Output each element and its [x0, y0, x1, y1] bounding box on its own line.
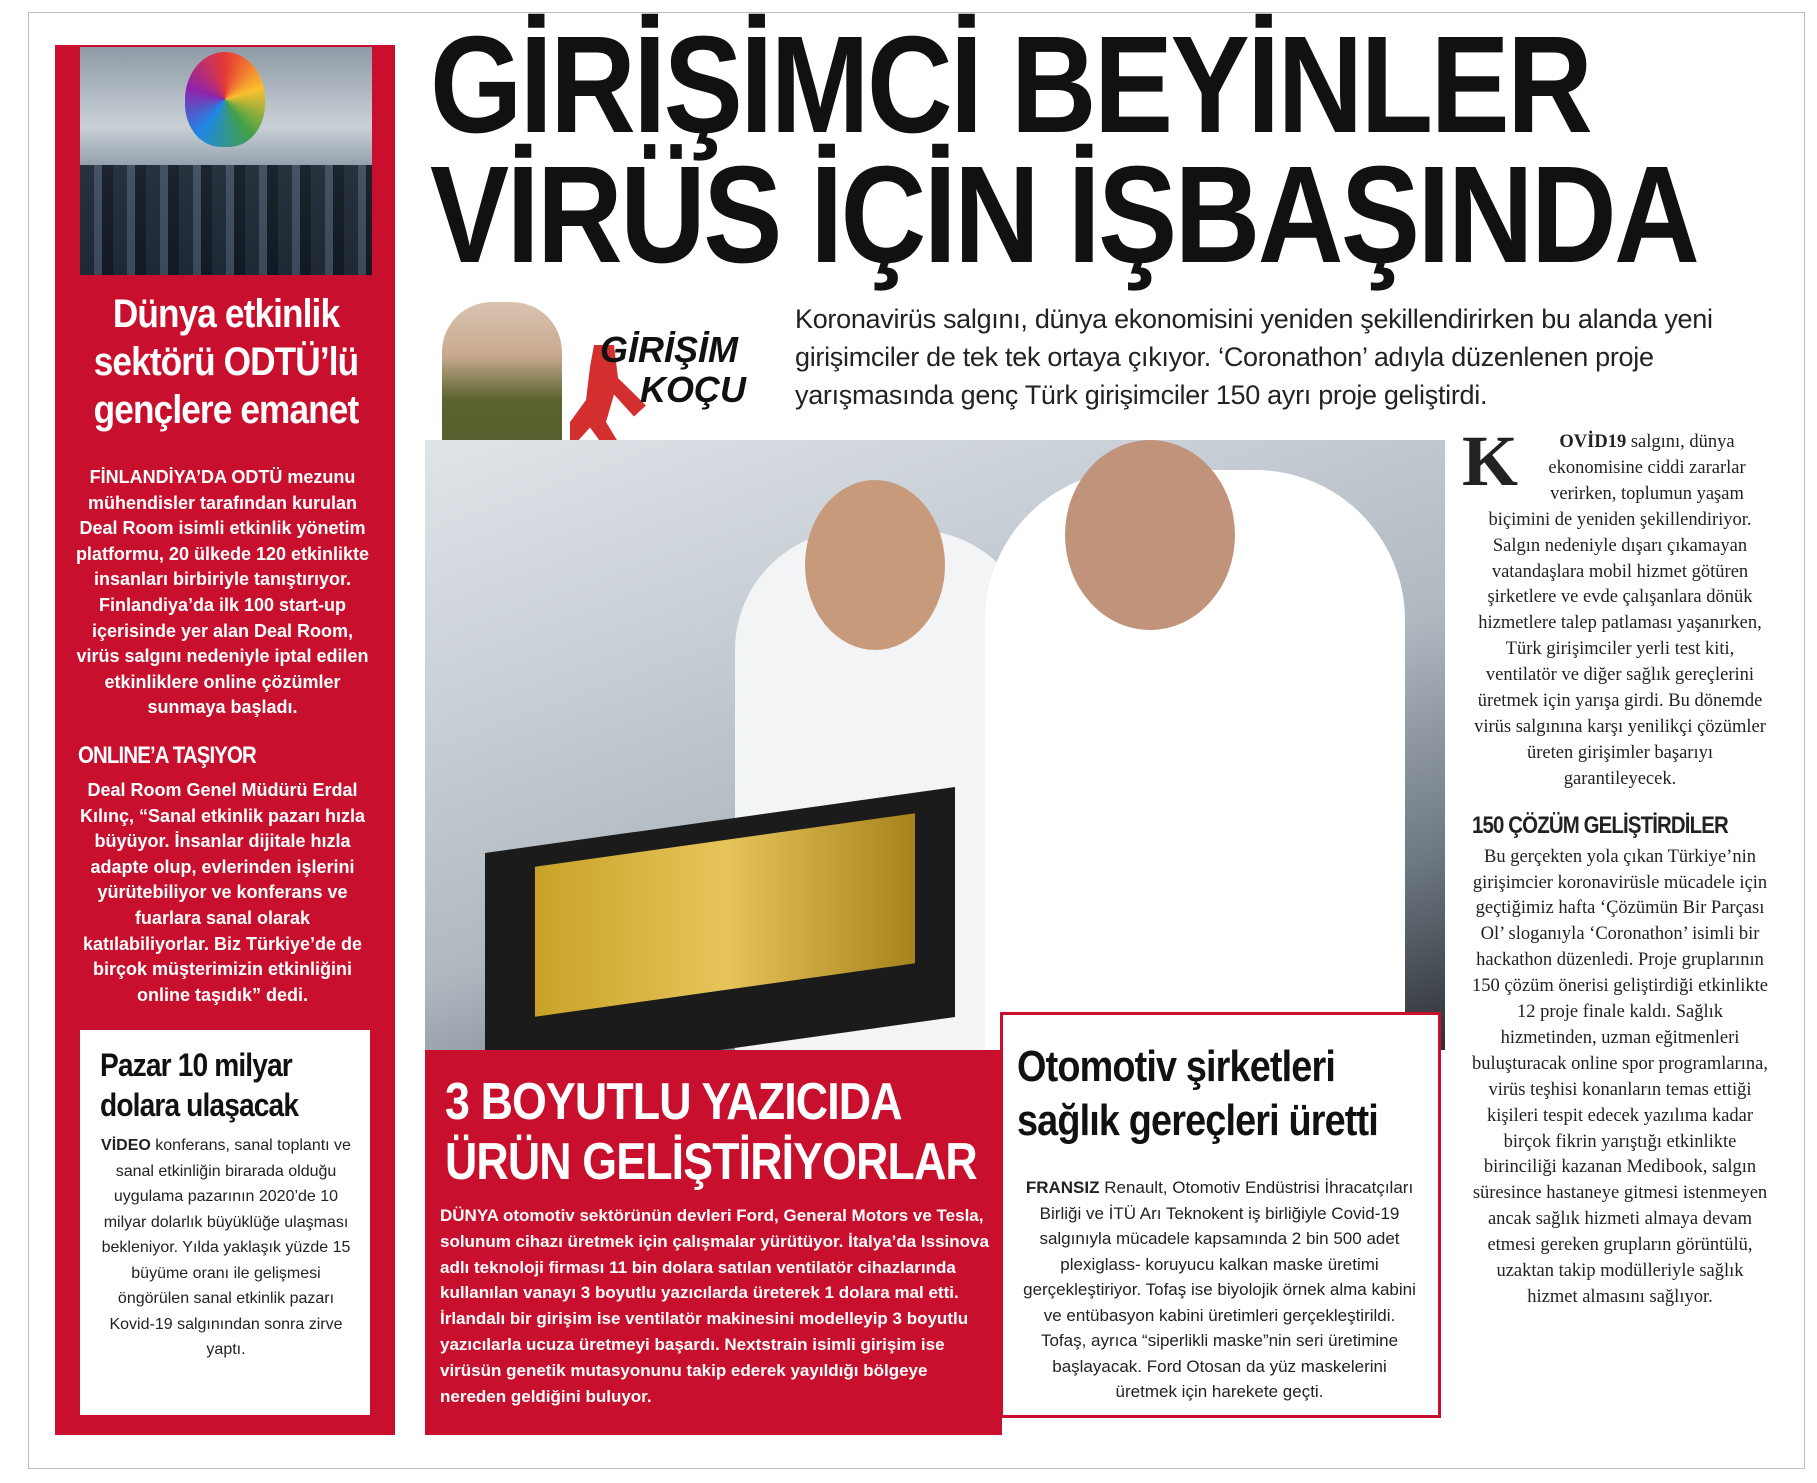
lab-3d-printer-photo — [425, 440, 1445, 1050]
left-lead-paragraph: FİNLANDİYA’DA ODTÜ mezunu mühendisler tarafından kurulan Deal Room isimli etkinlik yönetim platformu, 20 ülkede 120 etkinlikte insanları birbiriyle tanıştırıyor. Finlandiya’da ilk 100 start-up içerisinde yer alan Deal Room, virüs salgını nedeniyle iptal edilen etkinliklere online çözümler sunmaya başladı. — [75, 467, 370, 718]
crowd-image — [80, 165, 372, 275]
printer-story-title — [445, 1072, 977, 1192]
printer-story-body: DÜNYA otomotiv sektörünün devleri Ford, General Motors ve Tesla, solunum cihazı üretmek için çalışmalar yürütüyor. İtalya’da Issinova adlı teknoloji firması 11 bin dolara satılan ventilatör cihazlarında kullanılan vanayı 3 boyutlu yazıcılarda üreterek 1 dolara mal etti. İrlandalı bir girişim ise ventilatör makinesini modelleyip 3 boyutlu yazıcılarla ucuza üretmeyi başardı. Nextstrain isimli girişim ise virüsün genetik mutasyonunu takip ederek yayıldığı bölgeye nereden geldiğini buluyor. — [440, 1206, 989, 1406]
market-box-lead-word: VİDEO — [101, 1137, 151, 1154]
column-logo — [600, 330, 746, 410]
right-article-column — [1462, 421, 1770, 1311]
column-logo-line-2: KOÇU — [640, 369, 746, 410]
researcher-2-head — [1065, 440, 1235, 630]
drop-cap: K — [1462, 421, 1519, 501]
market-box-body — [95, 1133, 357, 1363]
automotive-story-title-line-1: Otomotiv şirketleri — [1017, 1042, 1336, 1091]
automotive-story-title-line-2: sağlık gereçleri üretti — [1017, 1096, 1378, 1145]
left-body-paragraph: Deal Room Genel Müdürü Erdal Kılınç, “Sanal etkinlik pazarı hızla büyüyor. İnsanlar dijitale hızla adapte olup, evlerinden işlerini yürütebiliyor ve konferans ve fuarlara sanal olarak katılabiliyorlar. Biz Türkiye’de de birçok müşterimizin etkinliğini online taşıdık” dedi. — [79, 780, 366, 1005]
market-box-title: Pazar 10 milyar dolara ulaşacak — [100, 1047, 299, 1123]
right-lead-caps: OVİD19 — [1559, 432, 1627, 452]
right-paragraph-1 — [1462, 421, 1770, 793]
balloon-image — [185, 52, 265, 147]
printer-story-title-line-1: 3 BOYUTLU YAZICIDA — [445, 1073, 902, 1131]
left-headline: Dünya etkinlik sektörü ODTÜ’lü gençlere emanet — [93, 292, 359, 432]
automotive-story-body — [1022, 1175, 1417, 1405]
intro-paragraph: Koronavirüs salgını, dünya ekonomisini yeniden şekillendirirken bu alanda yeni girişimciler de tek tek ortaya çıkıyor. ‘Coronathon’ adıyla düzenlenen proje yarışmasında genç Türk girişimciler 150 ayrı proje geliştirdi. — [795, 304, 1713, 410]
automotive-story-title — [1017, 1040, 1378, 1148]
printer-story-title-line-2: ÜRÜN GELİŞTİRİYORLAR — [445, 1133, 977, 1191]
market-box-text: konferans, sanal toplantı ve sanal etkinliğin birarada olduğu uygulama pazarının 2020’de 10 milyar dolarlık büyüklüğe ulaşması bekleniyor. Yılda yaklaşık yüzde 15 büyüme oranı ile gelişmesi öngörülen sanal etkinlik pazarı Kovid-19 salgınından sonra zirve yaptı. — [101, 1137, 351, 1358]
main-headline — [430, 8, 1698, 292]
event-fair-photo — [80, 47, 372, 275]
researcher-1-head — [805, 480, 945, 650]
automotive-story-text: Renault, Otomotiv Endüstrisi İhracatçıları Birliği ve İTÜ Arı Teknokent iş birliğiyle Covid-19 salgınıyla mücadele kapsamında 2 bin 500 adet plexiglass- koruyucu kalkan maske üretimi gerçekleştiriyor. Tofaş ise biyolojik örnek alma kabini ve entübasyon kabini üretimleri gerçekleştirildi. Tofaş, ayrıca “siperlikli maske”nin seri üretimine başlayacak. Ford Otosan da yüz maskelerini üretmek için harekete geçti. — [1023, 1178, 1416, 1401]
left-subheading: ONLINE’A TAŞIYOR — [78, 742, 256, 769]
right-paragraph-1-text: salgını, dünya ekonomisine ciddi zararlar verirken, toplumun yaşam biçimini de yeniden şekillendiriyor. Salgın nedeniyle dışarı çıkamayan vatandaşlara mobil hizmet götüren şirketlere ve evde çalışanlara dönük hizmetlere talep patlaması yaşanırken, Türk girişimciler yerli test kiti, ventilatör ve diğer sağlık gereçlerini üretmek için yarışa girdi. Bu dönemde virüs salgınına karşı yenilikçi çözümler üreten girişimler başarıyı garantileyecek. — [1474, 432, 1766, 789]
headline-line-1: GİRİŞİMCİ BEYİNLER — [430, 8, 1591, 162]
column-logo-line-1: GİRİŞİM — [600, 329, 739, 370]
automotive-lead-word: FRANSIZ — [1025, 1178, 1100, 1197]
right-subheading: 150 ÇÖZÜM GELİŞTİRDİLER — [1472, 811, 1728, 839]
right-paragraph-2: Bu gerçekten yola çıkan Türkiye’nin girişimcier koronavirüsle mücadele için geçtiğimiz hafta ‘Çözümün Bir Parçası Ol’ sloganıyla ‘Coronathon’ isimli bir hackathon düzenledi. Proje gruplarının 150 çözüm önerisi geliştirdiği etkinlikte 12 proje finale kaldı. Sağlık hizmetinden, uzman eğitmenleri buluşturacak online spor programlarına, virüs teşhisi konanların temas ettiği kişileri tespit edecek yazılıma kadar birçok fikrin yarıştığı etkinlikte birinciliği kazanan Medibook, salgın süresince hastaneye gitmesi istenmeyen ancak sağlık hizmeti almaya devam etmesi gereken grupların görüntülü, uzaktan takip modülleriyle sağlık hizmet almasını sağlıyor. — [1472, 846, 1768, 1307]
headline-line-2: VİRÜS İÇİN İŞBAŞINDA — [430, 138, 1698, 292]
